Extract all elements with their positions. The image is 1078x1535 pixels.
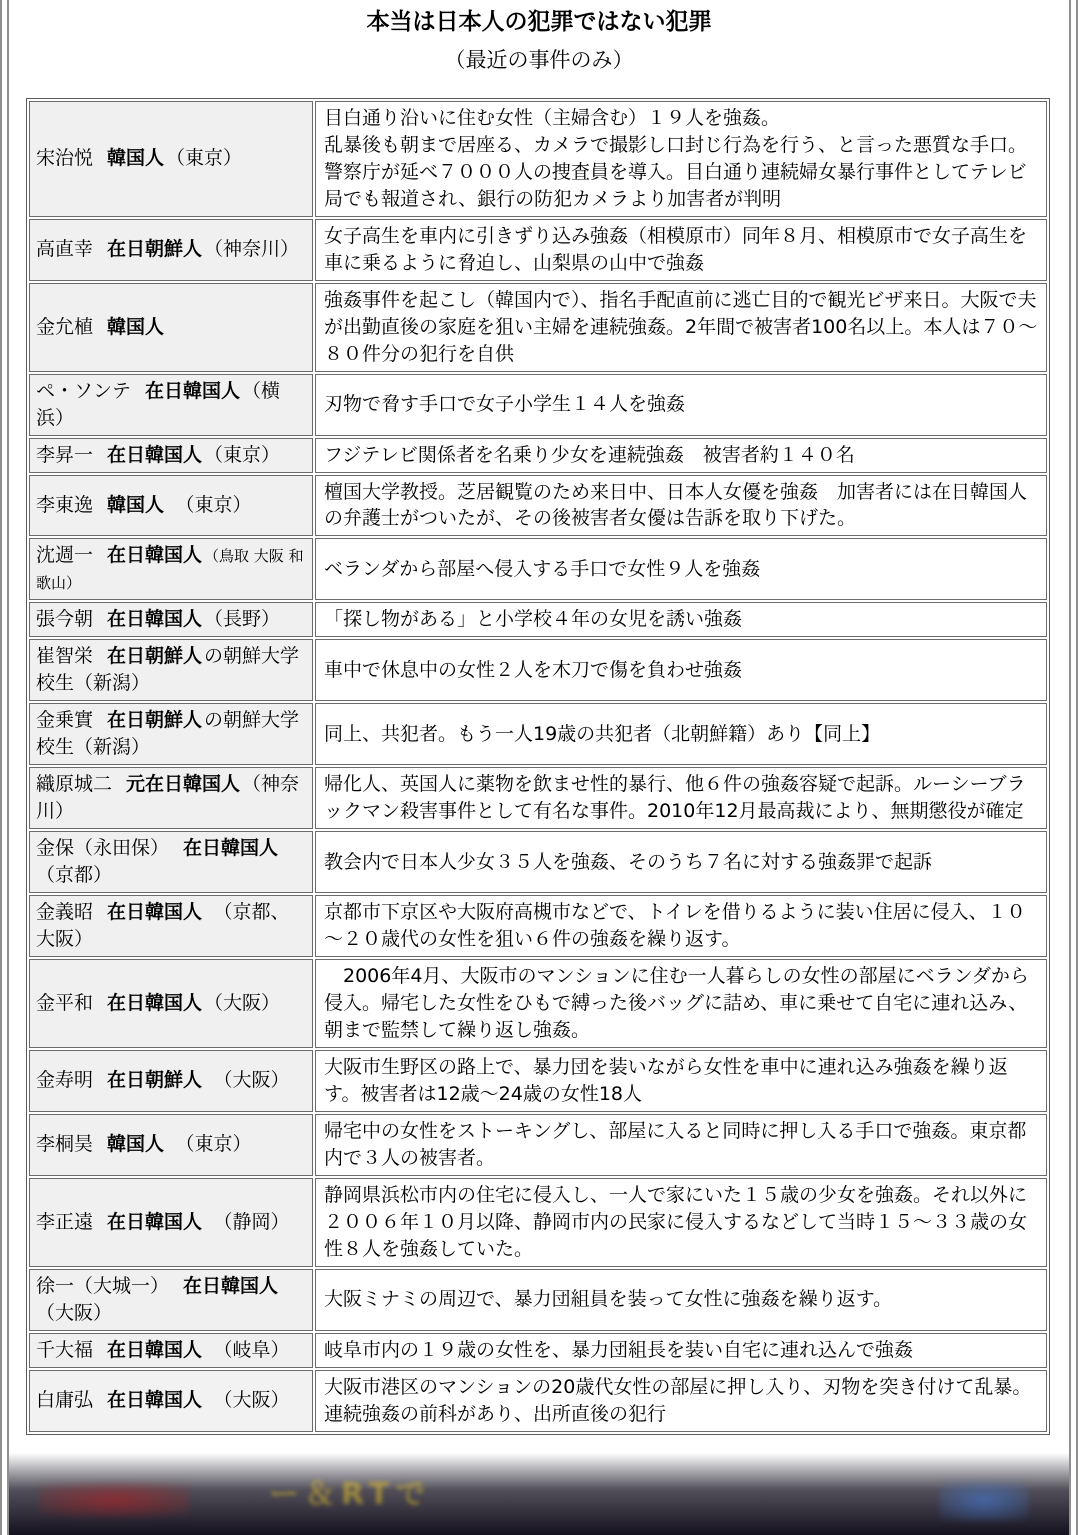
table-row bbox=[29, 703, 1047, 765]
page-subtitle: （最近の事件のみ） bbox=[444, 47, 634, 72]
offender-location: （岐阜） bbox=[204, 1338, 290, 1361]
offender-nationality: 在日韓国人 bbox=[107, 1338, 203, 1361]
offender-cell bbox=[29, 895, 313, 957]
offender-cell bbox=[29, 703, 313, 765]
offender-nationality: 在日韓国人 bbox=[107, 1389, 203, 1412]
offender-location: （東京） bbox=[204, 443, 281, 466]
offender-nationality: 在日韓国人 bbox=[107, 443, 203, 466]
offender-name: 金義昭 bbox=[36, 901, 94, 924]
incident-description: 檀国大学教授。芝居観覧のため来日中、日本人女優を強姦 加害者には在日韓国人の弁護士がついたが、その後被害者女優は告訴を取り下げた。 bbox=[315, 475, 1047, 537]
offender-nationality: 在日朝鮮人 bbox=[107, 1069, 203, 1092]
offender-cell bbox=[29, 374, 313, 436]
offender-nationality: 在日韓国人 bbox=[107, 992, 203, 1015]
offender-name: 李正遠 bbox=[36, 1210, 94, 1233]
table-row bbox=[29, 438, 1047, 473]
table-row bbox=[29, 283, 1047, 372]
offender-name: ペ・ソンテ bbox=[36, 379, 132, 402]
incident-description: 大阪ミナミの周辺で、暴力団組員を装って女性に強姦を繰り返す。 bbox=[315, 1269, 1047, 1331]
offender-name: 徐一（大城一） bbox=[36, 1274, 170, 1297]
page-title: 本当は日本人の犯罪ではない犯罪 bbox=[366, 9, 712, 35]
table-row bbox=[29, 374, 1047, 436]
offender-name: 金平和 bbox=[36, 992, 94, 1015]
background-watermark bbox=[9, 1453, 1069, 1535]
table-row bbox=[29, 1269, 1047, 1331]
offender-cell bbox=[29, 1269, 313, 1331]
offender-cell bbox=[29, 1050, 313, 1112]
incident-description: 教会内で日本人少女３５人を強姦、そのうち７名に対する強姦罪で起訴 bbox=[315, 831, 1047, 893]
offender-location: （東京） bbox=[166, 494, 252, 516]
table-row bbox=[29, 895, 1047, 957]
offender-cell bbox=[29, 1333, 313, 1368]
incident-description: 目白通り沿いに住む女性（主婦含む）１９人を強姦。 乱暴後も朝まで居座る、カメラで撮影し口封じ行為を行う、と言った悪質な手口。警察庁が延べ７０００人の捜査員を導入。目白通り連続婦女暴行事件としてテレビ局でも報道され、銀行の防犯カメラより加害者が判明 bbox=[315, 101, 1047, 217]
table-row bbox=[29, 959, 1047, 1048]
offender-name: 金保（永田保） bbox=[36, 837, 170, 860]
crime-table bbox=[26, 98, 1050, 1435]
incident-description: 大阪市港区のマンションの20歳代女性の部屋に押し入り、刃物を突き付けて乱暴。 連続強姦の前科があり、出所直後の犯行 bbox=[315, 1370, 1047, 1432]
table-row bbox=[29, 538, 1047, 600]
offender-cell bbox=[29, 1178, 313, 1267]
offender-location: （大阪） bbox=[204, 992, 281, 1015]
incident-description: 岐阜市内の１９歳の女性を、暴力団組長を装い自宅に連れ込んで強姦 bbox=[315, 1333, 1047, 1368]
offender-nationality: 在日朝鮮人 bbox=[107, 645, 203, 668]
offender-cell bbox=[29, 959, 313, 1048]
offender-nationality: 在日朝鮮人 bbox=[107, 709, 203, 732]
incident-description: 車中で休息中の女性２人を木刀で傷を負わせ強姦 bbox=[315, 639, 1047, 701]
offender-cell bbox=[29, 283, 313, 372]
offender-cell bbox=[29, 1114, 313, 1176]
table-row bbox=[29, 831, 1047, 893]
table-row bbox=[29, 1370, 1047, 1432]
offender-location: （長野） bbox=[204, 608, 281, 631]
offender-name: 宋治悦 bbox=[36, 147, 94, 170]
incident-description: ベランダから部屋へ侵入する手口で女性９人を強姦 bbox=[315, 538, 1047, 600]
offender-name: 千大福 bbox=[36, 1338, 94, 1361]
offender-cell bbox=[29, 475, 313, 537]
offender-nationality: 韓国人 bbox=[107, 147, 165, 170]
offender-name: 金寿明 bbox=[36, 1069, 94, 1092]
table-row bbox=[29, 101, 1047, 217]
offender-location: （大阪） bbox=[36, 1274, 300, 1324]
offender-name: 白庸弘 bbox=[36, 1389, 94, 1412]
offender-cell bbox=[29, 831, 313, 893]
watermark-text-fragment: ー＆RTで bbox=[269, 1477, 432, 1512]
offender-nationality: 在日韓国人 bbox=[107, 608, 203, 631]
table-row bbox=[29, 639, 1047, 701]
offender-name: 高直幸 bbox=[36, 238, 94, 261]
offender-nationality: 在日韓国人 bbox=[183, 837, 279, 860]
offender-name: 李昇一 bbox=[36, 443, 94, 466]
offender-name: 金乗實 bbox=[36, 709, 94, 732]
table-row bbox=[29, 1050, 1047, 1112]
offender-location: （京都、大阪） bbox=[36, 901, 290, 951]
table-row bbox=[29, 767, 1047, 829]
table-row bbox=[29, 1333, 1047, 1368]
offender-name: 李東逸 bbox=[36, 494, 94, 516]
offender-nationality: 韓国人 bbox=[107, 494, 165, 516]
offender-location: （横浜） bbox=[36, 379, 281, 429]
offender-nationality: 在日韓国人 bbox=[107, 1210, 203, 1233]
offender-nationality: 韓国人 bbox=[107, 1133, 165, 1156]
table-row bbox=[29, 219, 1047, 281]
offender-nationality: 元在日韓国人 bbox=[126, 773, 241, 796]
incident-description: 刃物で脅す手口で女子小学生１４人を強姦 bbox=[315, 374, 1047, 436]
offender-nationality: 韓国人 bbox=[107, 315, 165, 338]
offender-nationality: 在日韓国人 bbox=[183, 1274, 279, 1297]
incident-description: 静岡県浜松市内の住宅に侵入し、一人で家にいた１５歳の少女を強姦。それ以外に２００６年１０月以降、静岡市内の民家に侵入するなどして当時１５～３３歳の女性８人を強姦していた。 bbox=[315, 1178, 1047, 1267]
incident-description: 帰化人、英国人に薬物を飲ませ性的暴行、他６件の強姦容疑で起訴。ルーシーブラックマン殺害事件として有名な事件。2010年12月最高裁により、無期懲役が確定 bbox=[315, 767, 1047, 829]
offender-name: 金允植 bbox=[36, 315, 94, 338]
offender-location: （東京） bbox=[166, 147, 243, 170]
offender-name: 沈週一 bbox=[36, 544, 94, 567]
offender-name: 崔智栄 bbox=[36, 645, 94, 668]
offender-location-small: （鳥取 大阪 和歌山） bbox=[36, 547, 304, 593]
offender-location: （大阪） bbox=[204, 1069, 290, 1092]
incident-description: フジテレビ関係者を名乗り少女を連続強姦 被害者約１４０名 bbox=[315, 438, 1047, 473]
table-row bbox=[29, 1178, 1047, 1267]
offender-nationality: 在日韓国人 bbox=[107, 544, 203, 567]
offender-location: （京都） bbox=[36, 837, 300, 887]
watermark-blue-blob bbox=[939, 1481, 1029, 1521]
offender-location: （大阪） bbox=[204, 1389, 290, 1412]
offender-location: （静岡） bbox=[204, 1210, 290, 1233]
offender-nationality: 在日韓国人 bbox=[107, 901, 203, 924]
offender-location: （神奈川） bbox=[204, 238, 300, 261]
incident-description: 帰宅中の女性をストーキングし、部屋に入ると同時に押し入る手口で強姦。東京都内で３人の被害者。 bbox=[315, 1114, 1047, 1176]
offender-location: （東京） bbox=[166, 1133, 252, 1156]
offender-location: の朝鮮大学校生（新潟） bbox=[36, 709, 300, 759]
table-row bbox=[29, 602, 1047, 637]
table-row bbox=[29, 475, 1047, 537]
incident-description: 強姦事件を起こし（韓国内で）、指名手配直前に逃亡目的で観光ビザ来日。大阪で夫が出勤直後の家庭を狙い主婦を連続強姦。2年間で被害者100名以上。本人は７０～８０件分の犯行を自供 bbox=[315, 283, 1047, 372]
incident-description: 大阪市生野区の路上で、暴力団を装いながら女性を車中に連れ込み強姦を繰り返す。被害者は12歳～24歳の女性18人 bbox=[315, 1050, 1047, 1112]
offender-location: の朝鮮大学校生（新潟） bbox=[36, 645, 300, 695]
offender-cell bbox=[29, 219, 313, 281]
offender-location: （神奈川） bbox=[36, 773, 300, 823]
table-row bbox=[29, 1114, 1047, 1176]
offender-cell bbox=[29, 639, 313, 701]
offender-cell bbox=[29, 101, 313, 217]
offender-cell bbox=[29, 438, 313, 473]
incident-description: 京都市下京区や大阪府高槻市などで、トイレを借りるように装い住居に侵入、１０～２０歳代の女性を狙い６件の強姦を繰り返す。 bbox=[315, 895, 1047, 957]
offender-cell bbox=[29, 1370, 313, 1432]
offender-name: 織原城二 bbox=[36, 773, 113, 796]
offender-cell bbox=[29, 602, 313, 637]
incident-description: 「探し物がある」と小学校４年の女児を誘い強姦 bbox=[315, 602, 1047, 637]
offender-name: 李桐昊 bbox=[36, 1133, 94, 1156]
offender-cell bbox=[29, 767, 313, 829]
offender-nationality: 在日韓国人 bbox=[145, 379, 241, 402]
incident-description: 同上、共犯者。もう一人19歳の共犯者（北朝鮮籍）あり【同上】 bbox=[315, 703, 1047, 765]
offender-cell bbox=[29, 538, 313, 600]
incident-description: 女子高生を車内に引きずり込み強姦（相模原市）同年８月、相模原市で女子高生を車に乗るように脅迫し、山梨県の山中で強姦 bbox=[315, 219, 1047, 281]
incident-description: 2006年4月、大阪市のマンションに住む一人暮らしの女性の部屋にベランダから侵入。帰宅した女性をひもで縛った後バッグに詰め、車に乗せて自宅に連れ込み、朝まで監禁して繰り返し強姦。 bbox=[315, 959, 1047, 1048]
offender-name: 張今朝 bbox=[36, 608, 94, 631]
watermark-red-blob bbox=[39, 1483, 189, 1517]
offender-nationality: 在日朝鮮人 bbox=[107, 238, 203, 261]
